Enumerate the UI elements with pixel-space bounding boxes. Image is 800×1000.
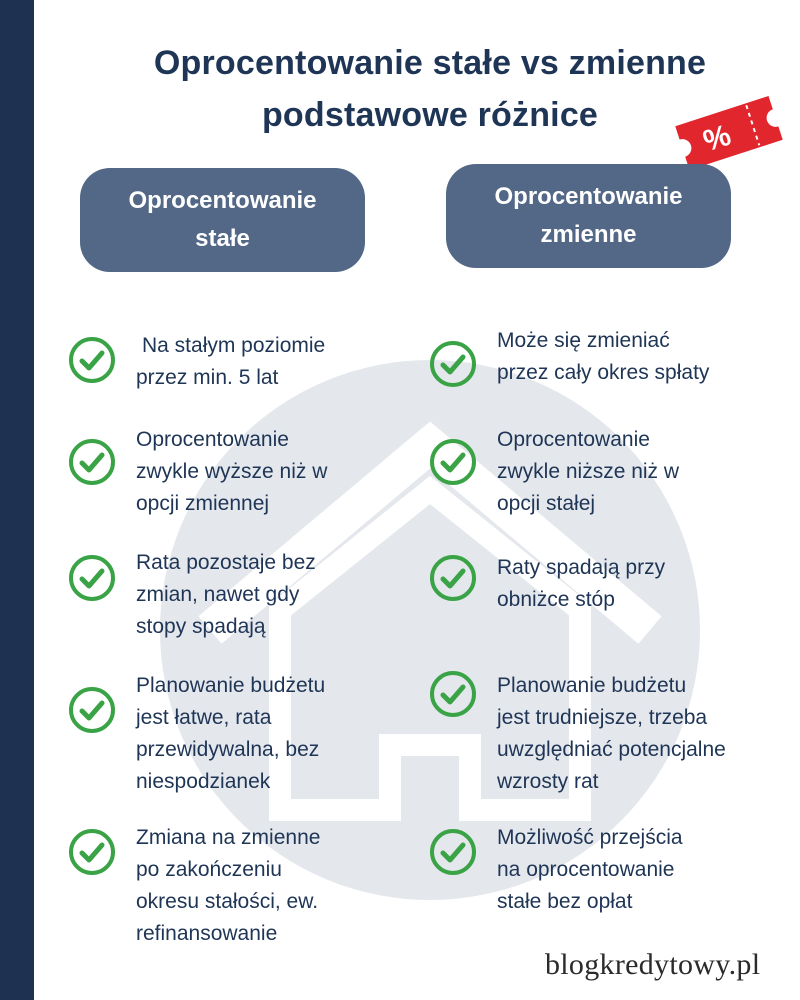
item-line: jest trudniejsze, trzeba <box>497 706 708 729</box>
badge-symbol: % <box>699 118 735 159</box>
left-accent-band <box>0 0 34 1000</box>
item-line: po zakończeniu <box>136 858 282 881</box>
item-line: okresu stałości, ew. <box>136 890 319 913</box>
item-line: opcji zmiennej <box>136 492 270 515</box>
header-variable-line2: zmienne <box>540 221 637 248</box>
check-circle-icon <box>68 828 116 876</box>
check-circle-icon <box>68 336 116 384</box>
header-variable-line1: Oprocentowanie <box>494 183 683 210</box>
item-line: Planowanie budżetu <box>136 674 326 697</box>
check-circle-icon <box>429 340 477 388</box>
item-line: stopy spadają <box>136 615 266 638</box>
item-line: przez cały okres spłaty <box>497 361 710 384</box>
item-line: Możliwość przejścia <box>497 826 683 849</box>
check-circle-icon <box>429 670 477 718</box>
item-line: Oprocentowanie <box>497 428 650 451</box>
item-line: Raty spadają przy <box>497 556 666 579</box>
check-circle-icon <box>429 828 477 876</box>
header-variable-rate <box>446 164 731 268</box>
item-line: przewidywalna, bez <box>136 738 320 761</box>
header-fixed-line2: stałe <box>195 225 250 252</box>
header-fixed-line1: Oprocentowanie <box>128 187 317 214</box>
site-logo: blogkredytowy.pl <box>545 948 761 981</box>
item-line: niespodzianek <box>136 770 271 793</box>
item-line: stałe bez opłat <box>497 890 633 913</box>
item-line: Może się zmieniać <box>497 329 670 352</box>
item-line: zwykle wyższe niż w <box>136 460 328 483</box>
check-circle-icon <box>68 554 116 602</box>
item-line: uwzględniać potencjalne <box>497 738 726 761</box>
item-line: Planowanie budżetu <box>497 674 687 697</box>
check-circle-icon <box>429 554 477 602</box>
page-title-line2: podstawowe różnice <box>261 96 599 134</box>
item-line: refinansowanie <box>136 922 278 945</box>
header-fixed-rate <box>80 168 365 272</box>
item-line: Zmiana na zmienne <box>136 826 321 849</box>
item-line: obniżce stóp <box>497 588 615 611</box>
item-line: przez min. 5 lat <box>136 366 279 389</box>
page-title-line1: Oprocentowanie stałe vs zmienne <box>153 44 707 82</box>
item-line: wzrosty rat <box>497 770 599 793</box>
item-line: zwykle niższe niż w <box>497 460 680 483</box>
item-line: Oprocentowanie <box>136 428 289 451</box>
item-line: Na stałym poziomie <box>142 334 326 357</box>
item-line: jest łatwe, rata <box>136 706 272 729</box>
item-line: zmian, nawet gdy <box>136 583 300 606</box>
item-line: na oprocentowanie <box>497 858 675 881</box>
check-circle-icon <box>68 686 116 734</box>
item-line: opcji stałej <box>497 492 596 515</box>
check-circle-icon <box>429 438 477 486</box>
check-circle-icon <box>68 438 116 486</box>
item-line: Rata pozostaje bez <box>136 551 316 574</box>
